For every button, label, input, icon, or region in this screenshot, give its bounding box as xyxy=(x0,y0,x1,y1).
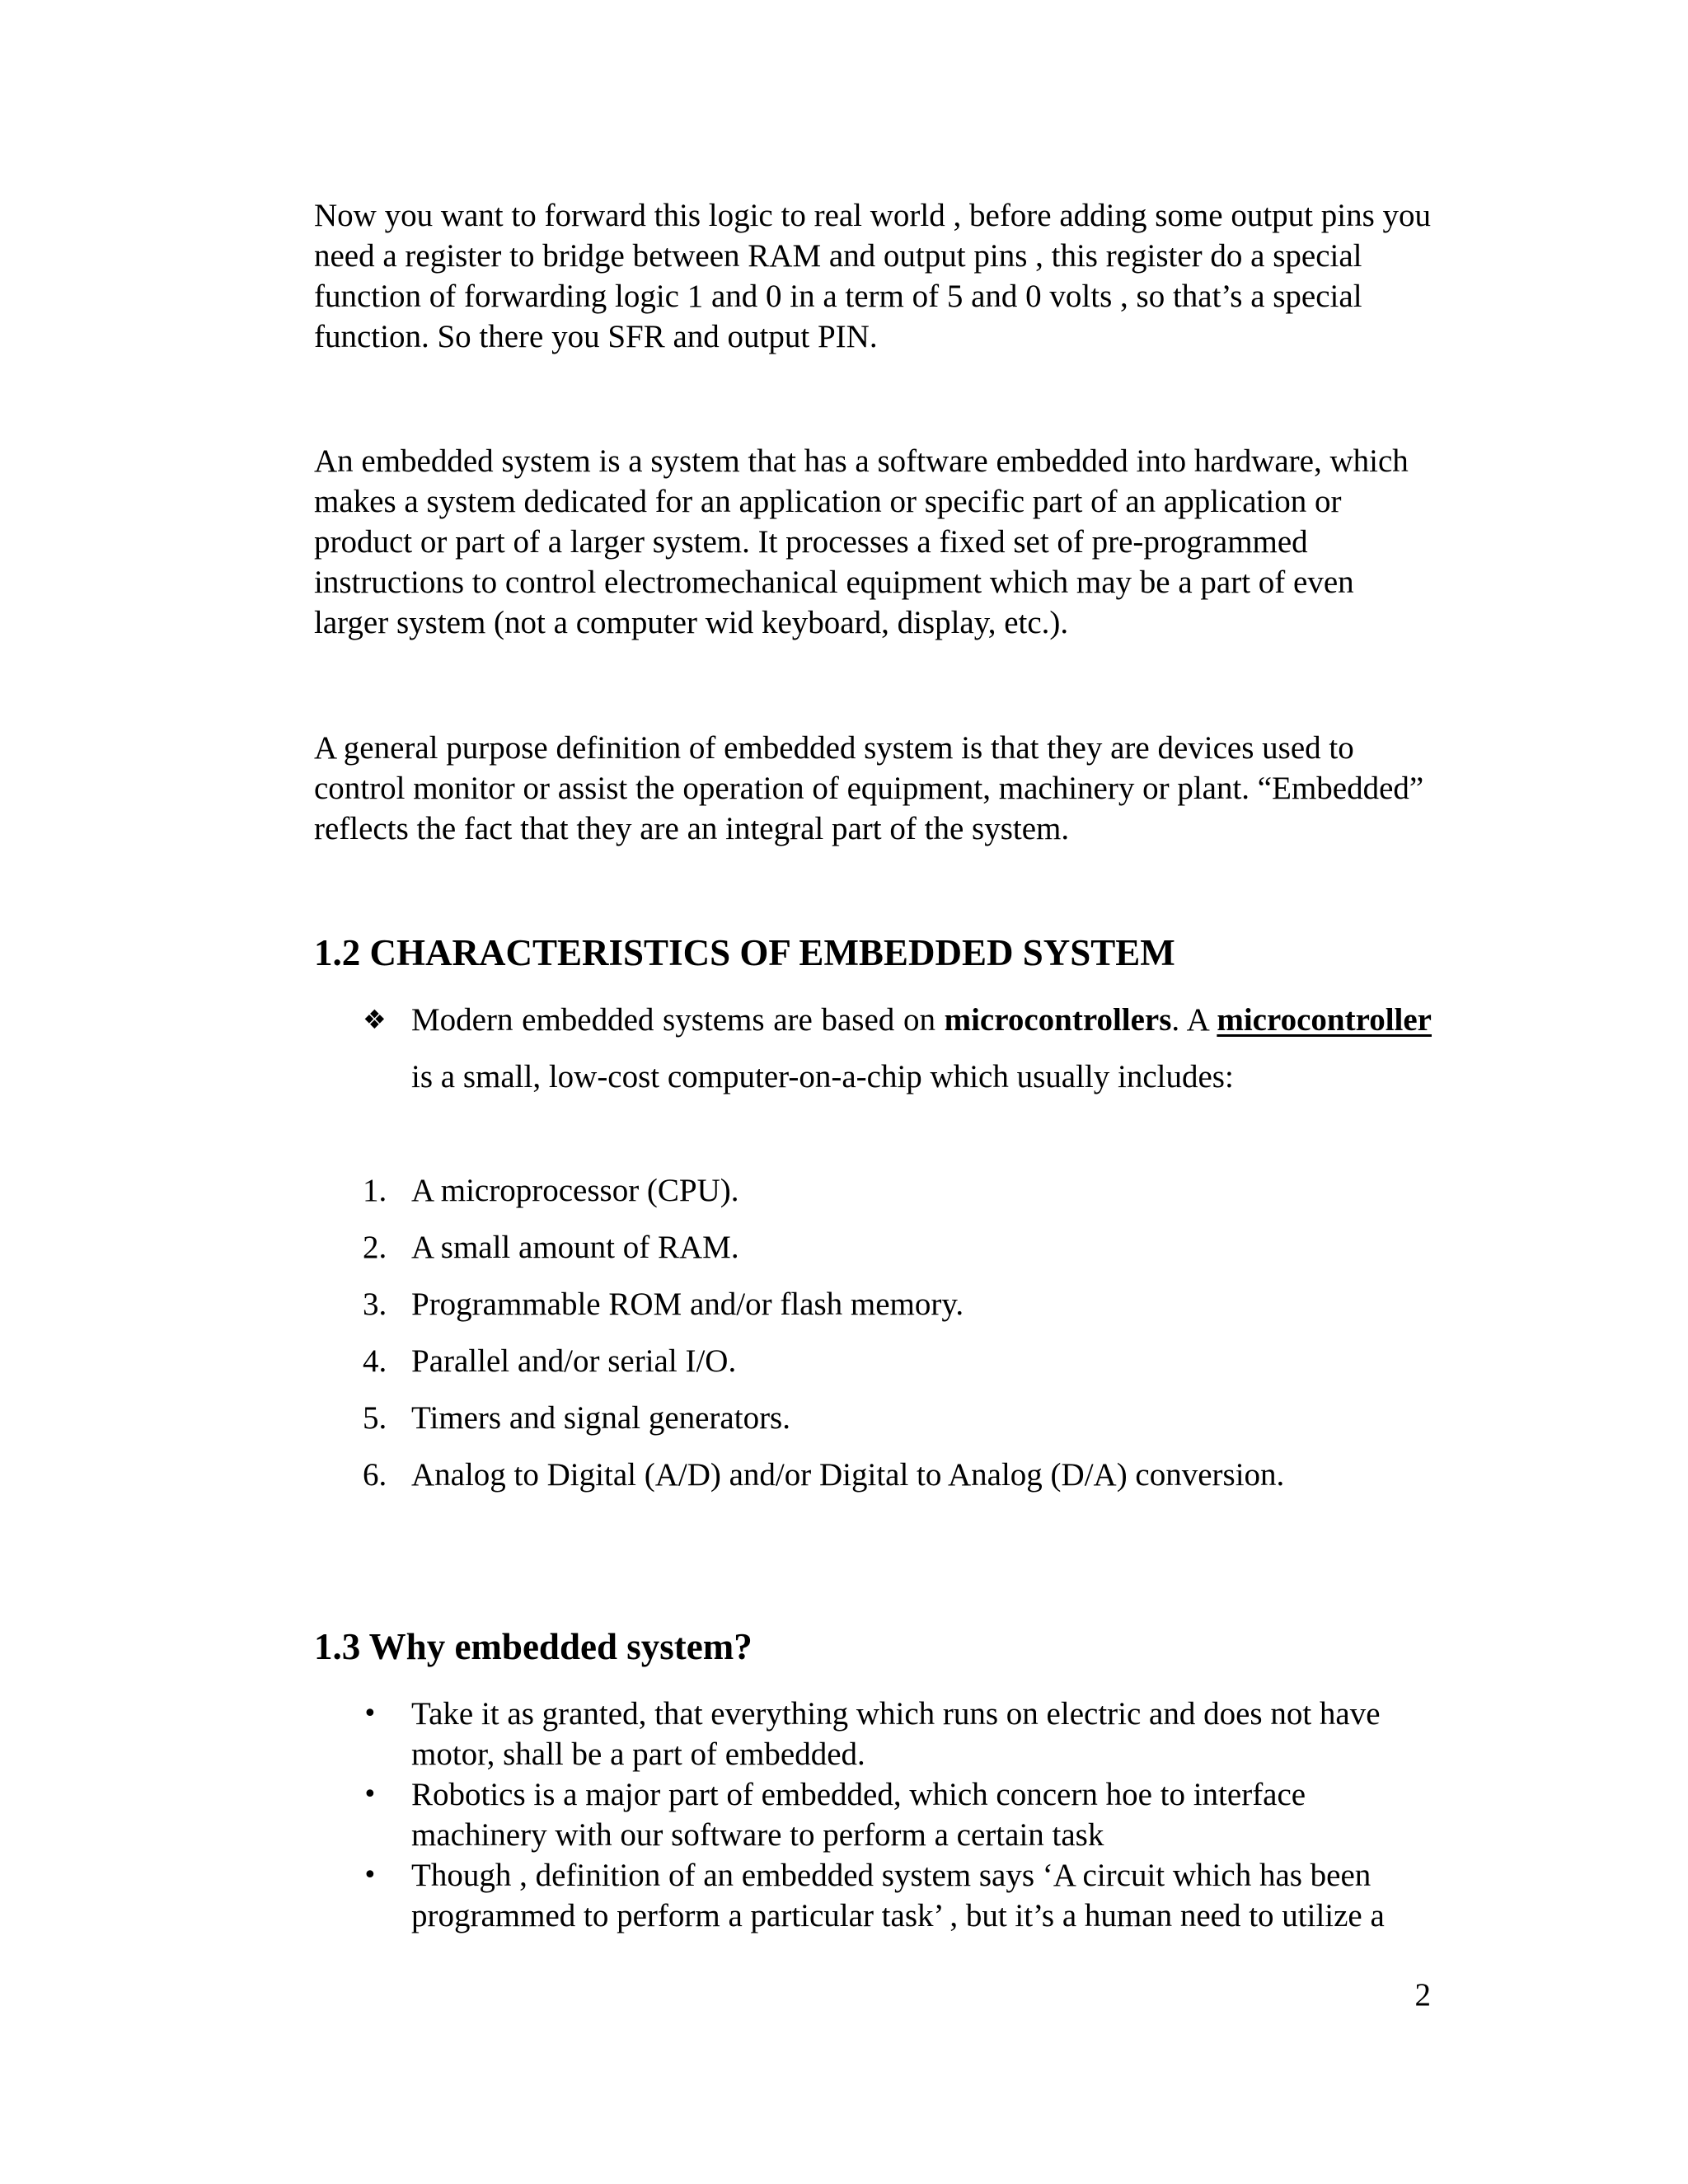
list-item-text: Though , definition of an embedded system says ‘A circuit which has been programmed to perform a particular task’ , but it’s a human need to utilize a xyxy=(411,1858,1385,1933)
diamond-bullet-icon: ❖ xyxy=(363,1004,387,1035)
list-item-number: 4. xyxy=(363,1343,387,1379)
paragraph-general-purpose-definition: A general purpose definition of embedded system is that they are devices used to control monitor or assist the operation of equipment, machinery or plant. “Embedded” reflects the fact that they are an integral part of the system. xyxy=(314,730,1424,846)
list-item-number: 2. xyxy=(363,1230,387,1265)
why-embedded-list xyxy=(363,1694,1434,1936)
list-item-number: 1. xyxy=(363,1173,387,1208)
characteristics-bullet xyxy=(363,991,1432,1105)
bullet-dot-icon: • xyxy=(363,1699,377,1728)
list-item-text: Take it as granted, that everything which runs on electric and does not have motor, shall be a part of embedded. xyxy=(411,1696,1381,1772)
intro-underlined-term: microcontroller xyxy=(1217,1002,1432,1038)
list-item-text: Programmable ROM and/or flash memory. xyxy=(411,1286,964,1322)
bullet-dot-icon: • xyxy=(363,1861,377,1890)
list-item-number: 3. xyxy=(363,1286,387,1322)
microcontroller-intro-text xyxy=(411,991,1432,1105)
list-item xyxy=(363,1694,1434,1774)
paragraph-embedded-definition: An embedded system is a system that has a software embedded into hardware, which makes a system dedicated for an application or specific part of an application or product or part of a larger system. It processes a fixed set of pre-programmed instructions to control electromechanical equipment which may be a part of even larger system (not a computer wid keyboard, display, etc.). xyxy=(314,443,1409,640)
intro-text-part2: . A xyxy=(1171,1002,1217,1038)
list-item-text: Timers and signal generators. xyxy=(411,1400,790,1436)
list-item-number: 6. xyxy=(363,1457,387,1493)
bullet-dot-icon: • xyxy=(363,1780,377,1809)
page-number: 2 xyxy=(1414,1977,1431,2013)
list-item-text: A small amount of RAM. xyxy=(411,1230,739,1265)
list-item-text: A microprocessor (CPU). xyxy=(411,1173,739,1208)
list-item xyxy=(363,1774,1434,1855)
intro-bold-term: microcontrollers xyxy=(944,1002,1172,1038)
section-heading-why-embedded: 1.3 Why embedded system? xyxy=(314,1626,753,1667)
list-item-text: Analog to Digital (A/D) and/or Digital to Analog (D/A) conversion. xyxy=(411,1457,1285,1493)
section-heading-characteristics: 1.2 CHARACTERISTICS OF EMBEDDED SYSTEM xyxy=(314,932,1175,973)
list-item xyxy=(363,1855,1434,1936)
list-item-text: Parallel and/or serial I/O. xyxy=(411,1343,737,1379)
list-item-text: Robotics is a major part of embedded, which concern hoe to interface machinery with our software to perform a certain task xyxy=(411,1777,1306,1853)
intro-text-part3: is a small, low-cost computer-on-a-chip which usually includes: xyxy=(411,1059,1234,1094)
paragraph-sfr-output: Now you want to forward this logic to real world , before adding some output pins you need a register to bridge between RAM and output pins , this register do a special function of forwarding logic 1 and 0 in a term of 5 and 0 volts , so that’s a special function. So there you SFR and output PIN. xyxy=(314,198,1432,354)
list-item-number: 5. xyxy=(363,1400,387,1436)
intro-text-part1: Modern embedded systems are based on xyxy=(411,1002,945,1038)
